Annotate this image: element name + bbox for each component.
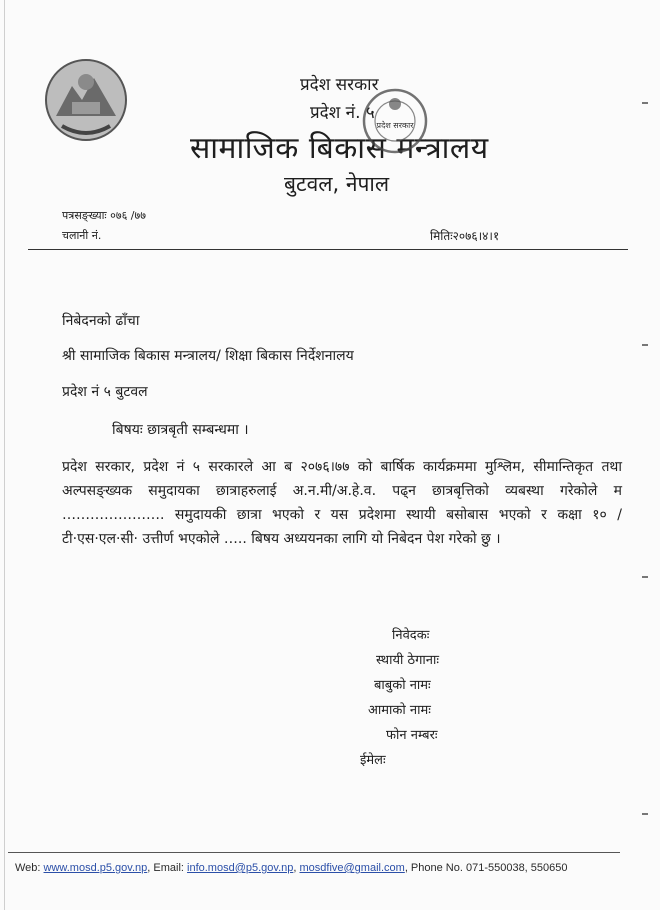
applicant-details: [360, 625, 439, 775]
letterhead-line1: प्रदेश सरकार: [300, 75, 379, 95]
addressee: श्री सामाजिक बिकास मन्त्रालय/ शिक्षा बिकास निर्देशनालय: [62, 348, 354, 364]
applicant-label: निवेदकः: [392, 628, 430, 643]
form-title: निबेदनको ढाँचा: [62, 313, 140, 329]
letterhead-line2: प्रदेश नं. ५: [310, 103, 375, 123]
official-stamp-icon: [360, 86, 430, 156]
scan-mark: [642, 813, 648, 815]
stamp-text: प्रदेश सरकार: [376, 121, 414, 130]
addressee-location: प्रदेश नं ५ बुटवल: [62, 384, 148, 400]
father-name-label: बाबुको नामः: [374, 678, 431, 693]
scan-mark: [642, 102, 648, 104]
ministry-name: सामाजिक बिकास मन्त्रालय: [190, 131, 489, 166]
dispatch-number: चलानी नं.: [62, 229, 102, 242]
email-link-info[interactable]: info.mosd@p5.gov.np: [187, 862, 294, 874]
phone-number-label: फोन नम्बरः: [386, 728, 438, 743]
footer-separator: ,: [293, 862, 300, 874]
footer-contact: [15, 862, 568, 874]
nepal-emblem-icon: [42, 56, 130, 144]
office-location: बुटवल, नेपाल: [284, 172, 390, 196]
permanent-address-label: स्थायी ठेगानाः: [376, 653, 439, 668]
phone-number: , Phone No. 071-550038, 550650: [404, 862, 568, 874]
binding-edge: [4, 0, 15, 910]
letter-date: मितिः२०७६।४।१: [430, 229, 500, 243]
letter-subject: बिषयः छात्रबृती सम्बन्धमा ।: [112, 422, 249, 438]
scan-mark: [642, 344, 648, 346]
email-label-footer: , Email:: [147, 862, 188, 874]
website-link[interactable]: www.mosd.p5.gov.np: [43, 862, 148, 874]
email-label: ईमेलः: [360, 753, 386, 768]
mother-name-label: आमाको नामः: [368, 703, 431, 718]
web-label: Web:: [15, 862, 44, 874]
footer-divider: [8, 852, 620, 853]
reference-number: पत्रसङ्ख्याः ०७६ /७७: [62, 209, 146, 222]
letter-body: प्रदेश सरकार, प्रदेश नं ५ सरकारले आ ब २०७६।७७ को बार्षिक कार्यक्रममा मुश्लिम, सीमान्तिकृत तथा अल्पसङ्ख्यक समुदायका छात्राहरुलाई अ.न.मी/अ.हे.व. पढ्न छात्रबृत्तिको व्यबस्था गरेकोले म …………………. समुदायकी छात्रा भएको र यस प्रदेशमा स्थायी बसोबास भएको र कक्षा १० / टी·एस·एल·सी· उत्तीर्ण भएकोले ….. बिषय अध्ययनका लागि यो निबेदन पेश गरेको छु ।: [62, 459, 622, 547]
email-link-gmail[interactable]: mosdfive@gmail.com: [299, 862, 405, 874]
header-divider: [28, 249, 628, 250]
scan-mark: [642, 576, 648, 578]
